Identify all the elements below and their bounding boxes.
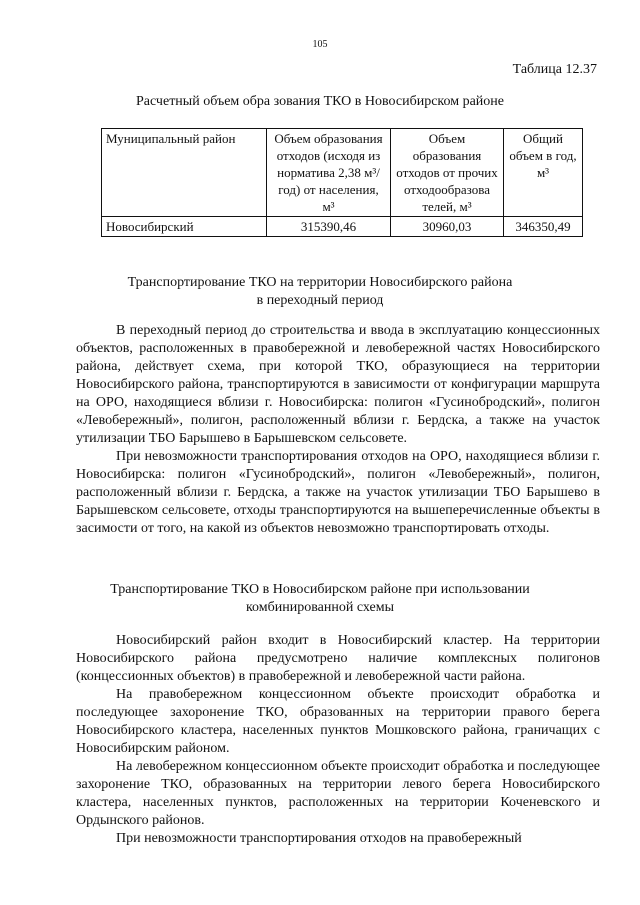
waste-volume-table <box>101 128 583 237</box>
header-population-volume: Объем образования отходов (исходя из норматива 2,38 м³/год) от населения, м³ <box>267 129 391 217</box>
paragraph: В переходный период до строительства и ввода в эксплуатацию концессионных объектов, расположенных в правобережной и левобережной частях Новосибирского района, действует схема, при которой ТКО, образующиеся на территории Новосибирского района, транспортируются в зависимости от конфигурации маршрута на ОРО, находящиеся вблизи г. Новосибирска: полигон «Гусинобродский», полигон «Левобережный», полигон, расположенный вблизи г. Бердска, а также на участок утилизации ТБО Барышево в Барышевском сельсовете. <box>76 323 600 446</box>
section-heading-combined <box>0 581 640 617</box>
paragraph: На левобережном концессионном объекте происходит обработка и последующее захоронение ТКО, образованных на территории левого берега Новосибирского кластера, населенных пунктов, расположенных на территории Коченевского и Ордынского районов. <box>76 759 600 828</box>
section-heading-line: Транспортирование ТКО в Новосибирском районе при использовании <box>110 582 530 597</box>
cell-district: Новосибирский <box>102 217 267 237</box>
paragraph: При невозможности транспортирования отходов на ОРО, находящиеся вблизи г. Новосибирска: полигон «Гусинобродский», полигон «Левобережный», полигон, расположенный вблизи г. Бердска, а также на участок утилизации ТБО Барышево в Барышевском сельсовете, отходы транспортируются на вышеперечисленные объекты в засимости от того, на какой из объектов невозможно транспортировать отходы. <box>76 449 600 536</box>
table-label: Таблица 12.37 <box>512 62 597 77</box>
page-number: 105 <box>312 39 328 50</box>
header-municipal-district: Муниципальный район <box>102 129 267 217</box>
table-header-row <box>102 129 583 217</box>
header-total-volume: Общий объем в год, м³ <box>504 129 583 217</box>
cell-total-volume: 346350,49 <box>504 217 583 237</box>
section-heading-line: Транспортирование ТКО на территории Новосибирского района <box>127 275 513 290</box>
header-other-generators-volume: Объем образования отходов от прочих отходообразова телей, м³ <box>391 129 504 217</box>
section-heading-transitional <box>0 274 640 310</box>
paragraph: На правобережном концессионном объекте происходит обработка и последующее захоронение ТКО, образованных на территории правого берега Новосибирского кластера, населенных пунктов Мошковского района, граничащих с Новосибирским районом. <box>76 687 600 756</box>
section-heading-line: в переходный период <box>256 293 384 308</box>
paragraph: Новосибирский район входит в Новосибирский кластер. На территории Новосибирского района предусмотрено наличие комплексных полигонов (концессионных объектов) в правобережной и левобережной части района. <box>76 633 600 684</box>
cell-population-volume: 315390,46 <box>267 217 391 237</box>
section-body-transitional <box>76 322 600 538</box>
table-title: Расчетный объем обра зования ТКО в Новосибирском районе <box>136 94 504 109</box>
paragraph: При невозможности транспортирования отходов на правобережный <box>116 831 522 846</box>
section-body-combined <box>76 632 600 848</box>
cell-other-volume: 30960,03 <box>391 217 504 237</box>
section-heading-line: комбинированной схемы <box>245 600 395 615</box>
table-row <box>102 217 583 237</box>
